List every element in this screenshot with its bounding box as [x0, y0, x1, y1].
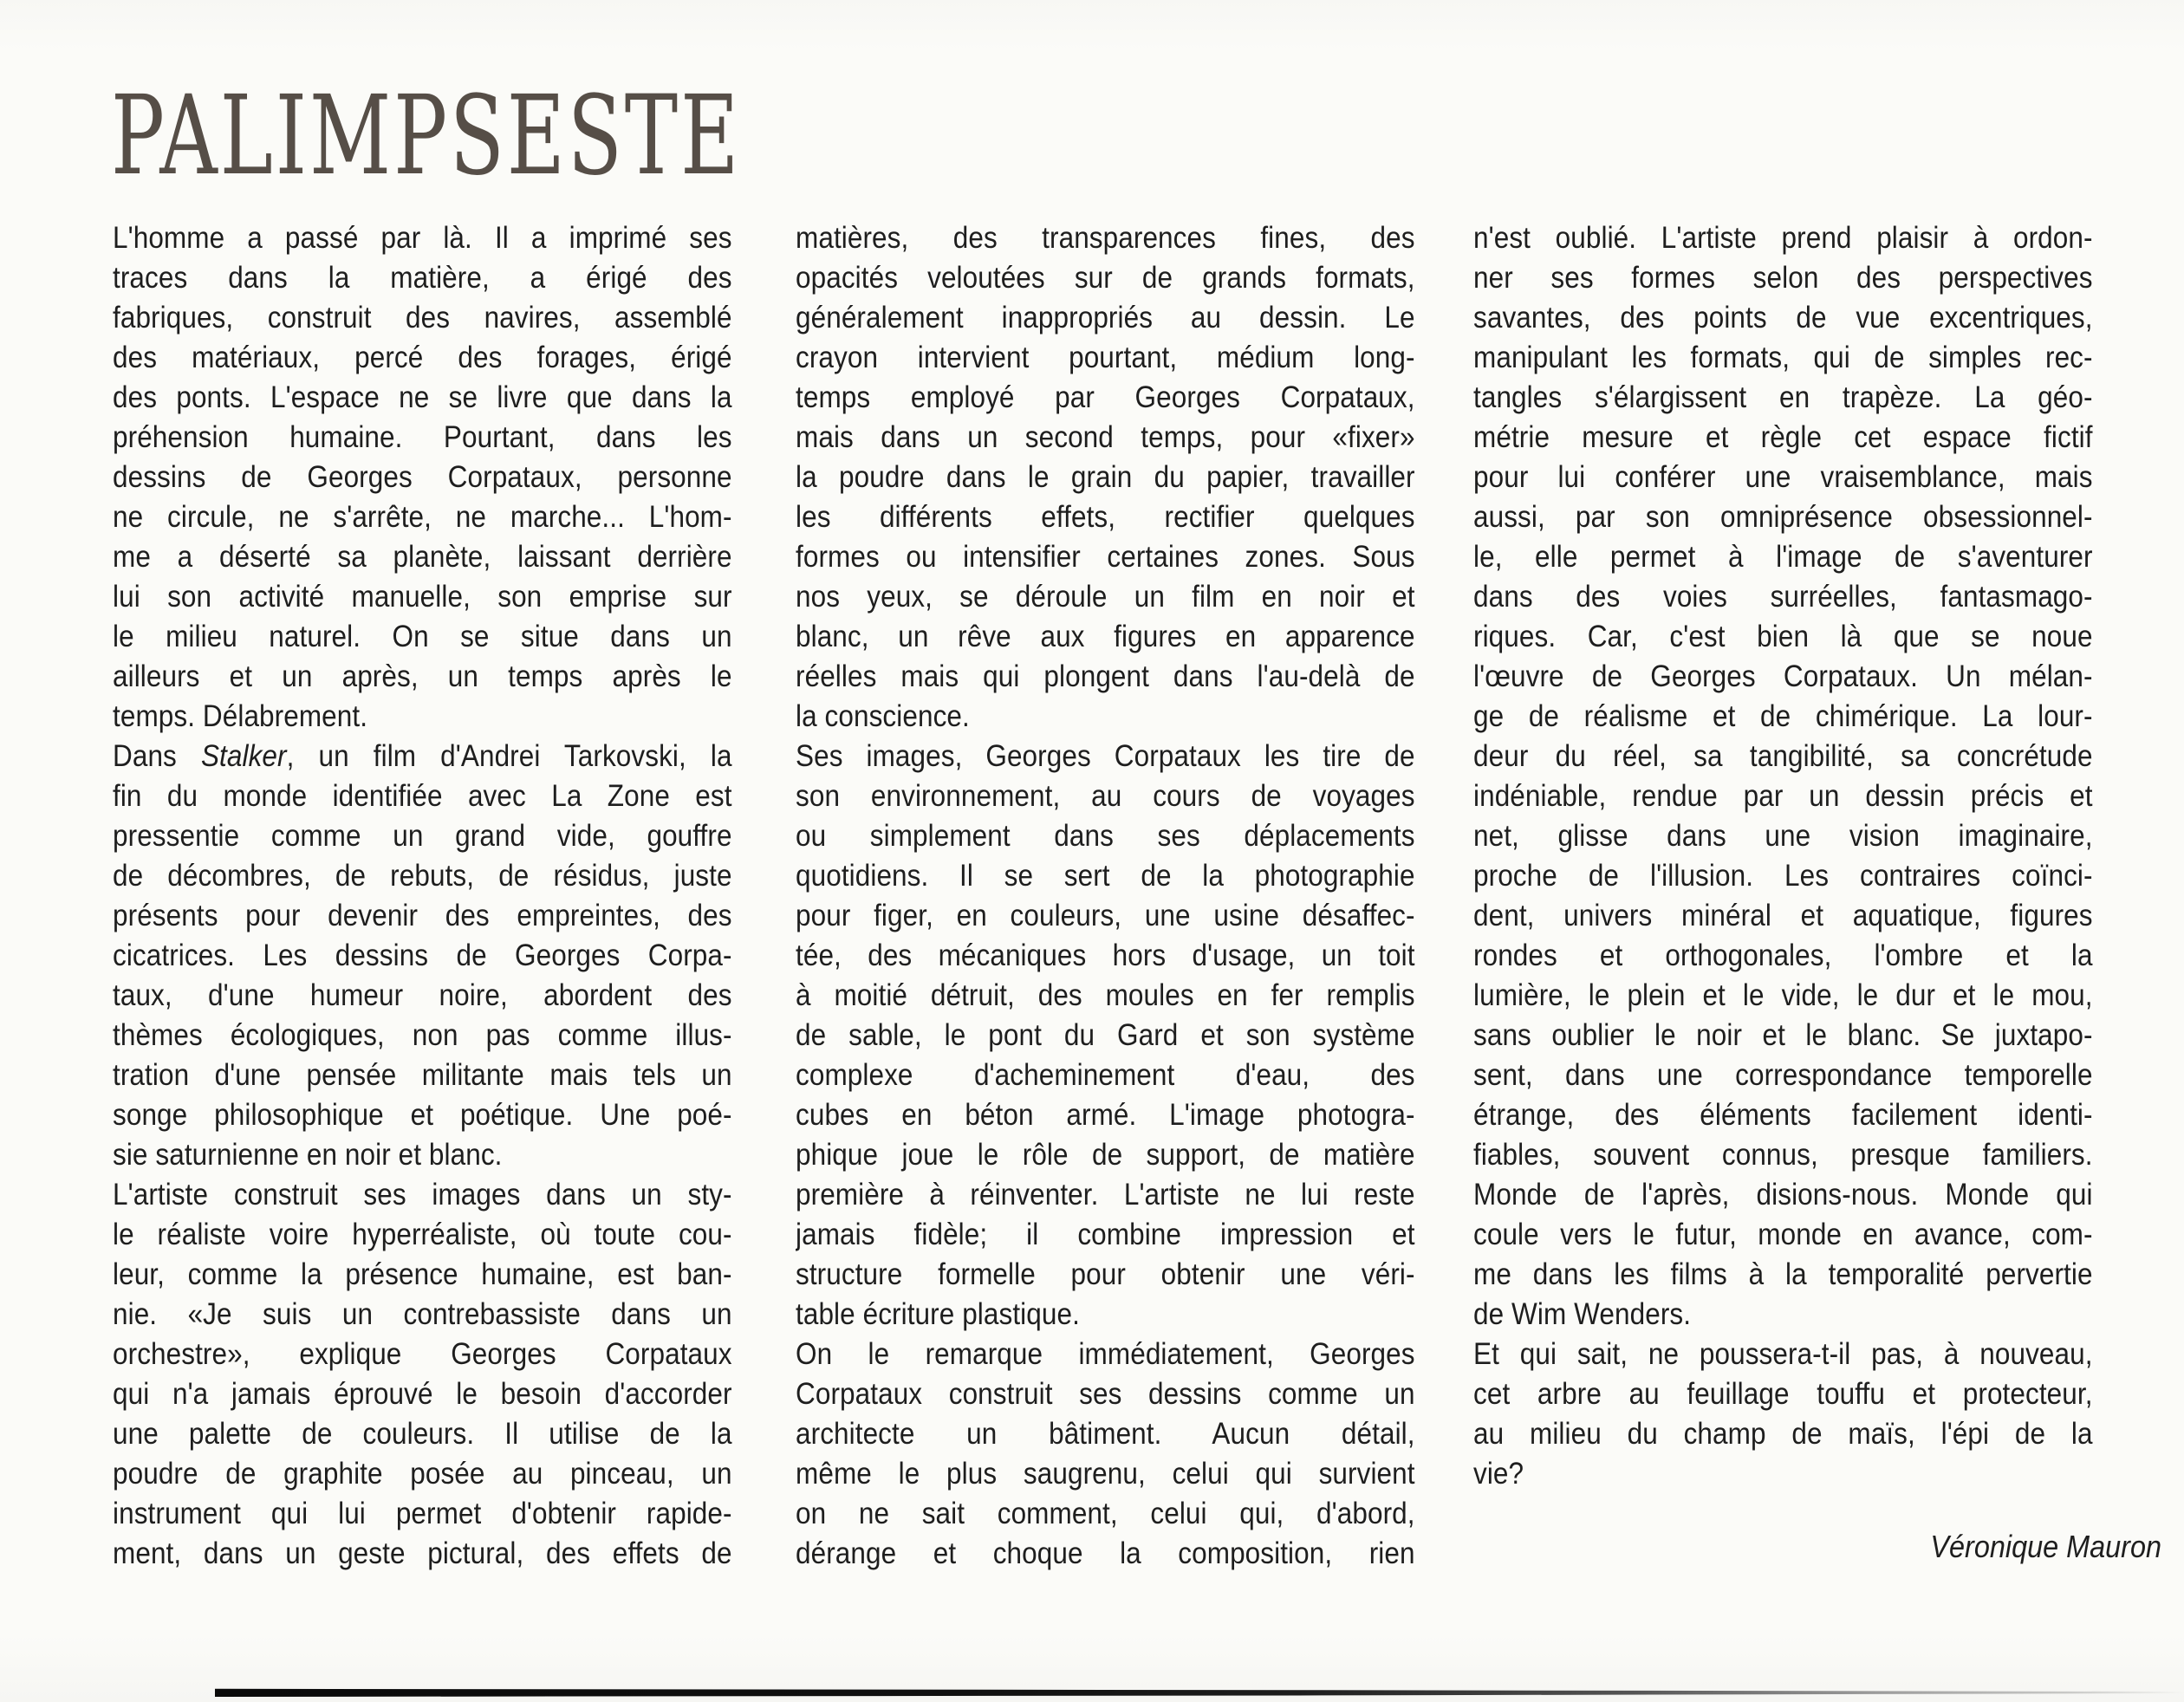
- text-line: même le plus saugrenu, celui qui survient: [796, 1457, 1415, 1491]
- text-line: leur, comme la présence humaine, est ban-: [113, 1257, 732, 1291]
- text-line: ment, dans un geste pictural, des effets de: [113, 1536, 732, 1570]
- page-bottom-rule: [215, 1688, 2184, 1697]
- text-line: indéniable, rendue par un dessin précis et: [1473, 779, 2093, 813]
- text-line: structure formelle pour obtenir une véri-: [796, 1257, 1415, 1291]
- text-line: dérange et choque la composition, rien: [796, 1536, 1415, 1570]
- text-line: cicatrices. Les dessins de Georges Corpa-: [113, 939, 732, 972]
- text-line: temps. Délabrement.: [113, 699, 368, 733]
- text-line: proche de l'illusion. Les contraires coïnci-: [1473, 859, 2093, 893]
- text-line: tration d'une pensée militante mais tels un: [113, 1058, 732, 1092]
- text-line: sent, dans une correspondance temporelle: [1473, 1058, 2093, 1092]
- text-line: fabriques, construit des navires, assemblé: [113, 301, 732, 335]
- text-line: le, elle permet à l'image de s'aventurer: [1473, 540, 2093, 574]
- text-line: net, glisse dans une vision imaginaire,: [1473, 819, 2093, 853]
- text-line: la conscience.: [796, 699, 970, 733]
- text-line: fin du monde identifiée avec La Zone est: [113, 779, 732, 813]
- text-line: aussi, par son omniprésence obsessionnel-: [1473, 500, 2093, 534]
- text-line: rondes et orthogonales, l'ombre et la: [1473, 939, 2093, 972]
- text-line: On le remarque immédiatement, Georges: [796, 1337, 1415, 1371]
- text-line: première à réinventer. L'artiste ne lui reste: [796, 1178, 1415, 1212]
- text-line: ailleurs et un après, un temps après le: [113, 659, 732, 693]
- text-line: de sable, le pont du Gard et son système: [796, 1018, 1415, 1052]
- text-line: temps employé par Georges Corpataux,: [796, 380, 1415, 414]
- text-line: Dans Stalker, un film d'Andrei Tarkovski, la: [113, 739, 732, 773]
- text-line: fiables, souvent connus, presque familiers.: [1473, 1138, 2093, 1172]
- text-line: thèmes écologiques, non pas comme illus-: [113, 1018, 732, 1052]
- text-line: quotidiens. Il se sert de la photographie: [796, 859, 1415, 893]
- text-line: présents pour devenir des empreintes, des: [113, 899, 732, 932]
- page-title: PALIMPSESTE: [111, 72, 742, 199]
- text-line: préhension humaine. Pourtant, dans les: [113, 420, 732, 454]
- text-line: nie. «Je suis un contrebassiste dans un: [113, 1297, 732, 1331]
- text-line: matières, des transparences fines, des: [796, 221, 1415, 255]
- text-line: instrument qui lui permet d'obtenir rapide-: [113, 1497, 732, 1530]
- text-line: une palette de couleurs. Il utilise de la: [113, 1417, 732, 1451]
- text-line: Monde de l'après, disions-nous. Monde qui: [1473, 1178, 2093, 1212]
- text-line: formes ou intensifier certaines zones. Sous: [796, 540, 1415, 574]
- text-line: complexe d'acheminement d'eau, des: [796, 1058, 1415, 1092]
- text-line: architecte un bâtiment. Aucun détail,: [796, 1417, 1415, 1451]
- text-line: crayon intervient pourtant, médium long-: [796, 341, 1415, 374]
- text-line: au milieu du champ de maïs, l'épi de la: [1473, 1417, 2093, 1451]
- text-line: le réaliste voire hyperréaliste, où toute cou-: [113, 1218, 732, 1251]
- text-line: orchestre», explique Georges Corpataux: [113, 1337, 732, 1371]
- text-line: pressentie comme un grand vide, gouffre: [113, 819, 732, 853]
- text-line: vie?: [1473, 1457, 1524, 1491]
- text-line: généralement inappropriés au dessin. Le: [796, 301, 1415, 335]
- text-line: qui n'a jamais éprouvé le besoin d'accorder: [113, 1377, 732, 1411]
- text-line: étrange, des éléments facilement identi-: [1473, 1098, 2093, 1132]
- text-line: songe philosophique et poétique. Une poé-: [113, 1098, 732, 1132]
- text-line: réelles mais qui plongent dans l'au-delà de: [796, 659, 1415, 693]
- text-line: poudre de graphite posée au pinceau, un: [113, 1457, 732, 1491]
- text-line: nos yeux, se déroule un film en noir et: [796, 580, 1415, 614]
- text-line: manipulant les formats, qui de simples rec-: [1473, 341, 2093, 374]
- text-line: taux, d'une humeur noire, abordent des: [113, 978, 732, 1012]
- text-line: lui son activité manuelle, son emprise sur: [113, 580, 732, 614]
- text-line: Ses images, Georges Corpataux les tire de: [796, 739, 1415, 773]
- text-line: lumière, le plein et le vide, le dur et le mou,: [1473, 978, 2093, 1012]
- text-line: coule vers le futur, monde en avance, com-: [1473, 1218, 2093, 1251]
- text-line: sans oublier le noir et le blanc. Se juxtapo-: [1473, 1018, 2093, 1052]
- text-line: des matériaux, percé des forages, érigé: [113, 341, 732, 374]
- text-line: cet arbre au feuillage touffu et protecteur,: [1473, 1377, 2093, 1411]
- text-line: l'œuvre de Georges Corpataux. Un mélan-: [1473, 659, 2093, 693]
- text-line: Et qui sait, ne poussera-t-il pas, à nouveau,: [1473, 1337, 2093, 1371]
- text-column-1: [113, 218, 732, 1574]
- text-line: la poudre dans le grain du papier, travailler: [796, 460, 1415, 494]
- text-line: n'est oublié. L'artiste prend plaisir à ordon-: [1473, 221, 2093, 255]
- text-line: ner ses formes selon des perspectives: [1473, 261, 2093, 295]
- text-line: ne circule, ne s'arrête, ne marche... L'hom-: [113, 500, 732, 534]
- text-line: à moitié détruit, des moules en fer remplis: [796, 978, 1415, 1012]
- text-line: on ne sait comment, celui qui, d'abord,: [796, 1497, 1415, 1530]
- text-line: dessins de Georges Corpataux, personne: [113, 460, 732, 494]
- text-line: cubes en béton armé. L'image photogra-: [796, 1098, 1415, 1132]
- text-line: pour figer, en couleurs, une usine désaffec-: [796, 899, 1415, 932]
- text-line: L'artiste construit ses images dans un sty-: [113, 1178, 732, 1212]
- text-line: le milieu naturel. On se situe dans un: [113, 620, 732, 653]
- text-line: métrie mesure et règle cet espace fictif: [1473, 420, 2093, 454]
- text-line: table écriture plastique.: [796, 1297, 1080, 1331]
- text-line: blanc, un rêve aux figures en apparence: [796, 620, 1415, 653]
- text-line: deur du réel, sa tangibilité, sa concrétude: [1473, 739, 2093, 773]
- text-line: son environnement, au cours de voyages: [796, 779, 1415, 813]
- text-line: jamais fidèle; il combine impression et: [796, 1218, 1415, 1251]
- text-line: de Wim Wenders.: [1473, 1297, 1692, 1331]
- text-line: me a déserté sa planète, laissant derrière: [113, 540, 732, 574]
- italic-text: Stalker: [200, 739, 287, 773]
- text-line: tée, des mécaniques hors d'usage, un toit: [796, 939, 1415, 972]
- text-line: opacités veloutées sur de grands formats,: [796, 261, 1415, 295]
- text-line: phique joue le rôle de support, de matière: [796, 1138, 1415, 1172]
- text-line: des ponts. L'espace ne se livre que dans la: [113, 380, 732, 414]
- text-line: me dans les films à la temporalité pervertie: [1473, 1257, 2093, 1291]
- author-signature: Véronique Mauron: [1930, 1529, 2161, 1564]
- text-line: de décombres, de rebuts, de résidus, juste: [113, 859, 732, 893]
- text-line: dent, univers minéral et aquatique, figures: [1473, 899, 2093, 932]
- text-line: riques. Car, c'est bien là que se noue: [1473, 620, 2093, 653]
- text-line: mais dans un second temps, pour «fixer»: [796, 420, 1415, 454]
- text-column-3: [1473, 218, 2093, 1494]
- text-column-2: [796, 218, 1415, 1574]
- text-line: savantes, des points de vue excentriques,: [1473, 301, 2093, 335]
- text-line: sie saturnienne en noir et blanc.: [113, 1138, 503, 1172]
- text-line: ge de réalisme et de chimérique. La lour-: [1473, 699, 2093, 733]
- text-line: L'homme a passé par là. Il a imprimé ses: [113, 221, 732, 255]
- text-line: dans des voies surréelles, fantasmago-: [1473, 580, 2093, 614]
- text-line: ou simplement dans ses déplacements: [796, 819, 1415, 853]
- text-line: les différents effets, rectifier quelques: [796, 500, 1415, 534]
- text-line: tangles s'élargissent en trapèze. La géo-: [1473, 380, 2093, 414]
- text-line: Corpataux construit ses dessins comme un: [796, 1377, 1415, 1411]
- text-line: pour lui conférer une vraisemblance, mais: [1473, 460, 2093, 494]
- text-line: traces dans la matière, a érigé des: [113, 261, 732, 295]
